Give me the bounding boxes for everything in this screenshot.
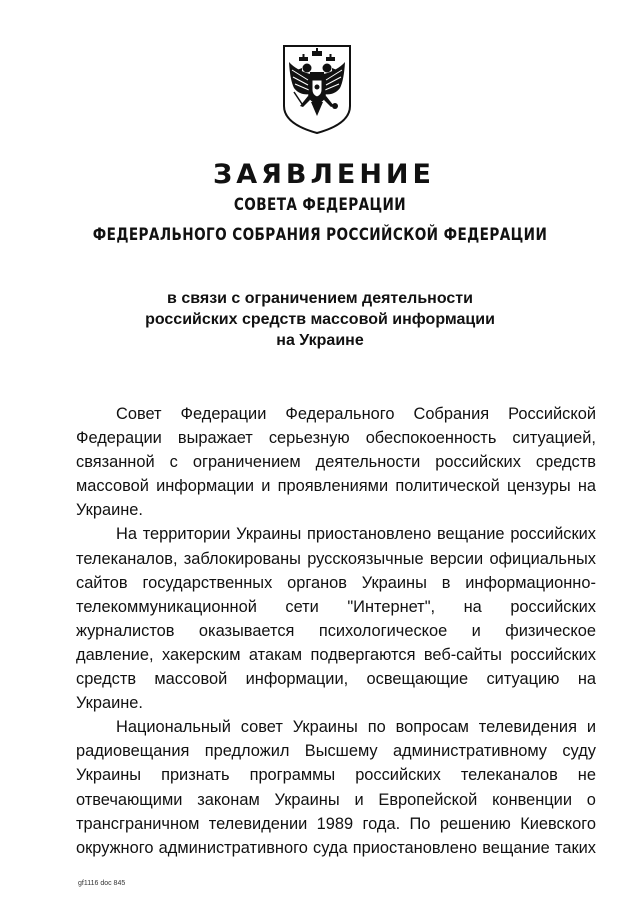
word: телеканалов bbox=[460, 766, 558, 785]
word: трансграничном bbox=[76, 814, 200, 833]
word: ситуацию bbox=[486, 670, 560, 689]
word: программы bbox=[249, 766, 336, 785]
word: психологическое bbox=[318, 621, 448, 640]
word: вопросам bbox=[395, 718, 469, 737]
word: информации, bbox=[245, 670, 349, 689]
word: Федерации bbox=[76, 429, 162, 448]
word: на bbox=[577, 477, 596, 496]
word: подвергаются bbox=[310, 645, 416, 664]
body-line bbox=[76, 715, 596, 739]
word: телевидения bbox=[478, 718, 577, 737]
body-line bbox=[76, 498, 596, 522]
word: телекоммуникационной bbox=[76, 597, 257, 616]
word: массовой bbox=[76, 477, 149, 496]
word: государственных bbox=[142, 573, 273, 592]
word: Высшему bbox=[304, 742, 378, 761]
word: Украины bbox=[236, 525, 302, 544]
word: версии bbox=[429, 549, 484, 568]
word: официальных bbox=[489, 549, 596, 568]
document-subtitle-line-2: ФЕДЕРАЛЬНОГО СОБРАНИЯ РОССИЙСКОЙ ФЕДЕРАЦИИ bbox=[92, 225, 548, 245]
word: журналистов bbox=[76, 621, 175, 640]
word: обеспокоенность bbox=[365, 429, 497, 448]
coat-of-arms-emblem bbox=[280, 40, 354, 136]
word: вещание bbox=[436, 525, 505, 544]
word: Федерации bbox=[180, 405, 267, 423]
word: информации bbox=[156, 477, 255, 496]
word: таких bbox=[555, 838, 596, 857]
word: выражает bbox=[177, 429, 253, 448]
subject-line: российских средств массовой информации bbox=[145, 311, 495, 328]
body-line bbox=[76, 522, 596, 546]
body-line bbox=[76, 547, 596, 571]
word: ограничением bbox=[192, 453, 301, 472]
word: Украины bbox=[274, 790, 340, 809]
body-line bbox=[76, 739, 596, 763]
word: средств bbox=[535, 453, 596, 472]
word: года. bbox=[362, 814, 401, 833]
word: на bbox=[577, 670, 596, 689]
word: законам bbox=[197, 790, 260, 809]
word: Федерального bbox=[285, 405, 395, 423]
word: Украины bbox=[292, 718, 358, 737]
body-line bbox=[76, 474, 596, 498]
body-line bbox=[76, 619, 596, 643]
word: по bbox=[367, 718, 386, 737]
word: отвечающими bbox=[76, 790, 183, 809]
word: сети bbox=[285, 597, 319, 616]
word: Украине. bbox=[76, 501, 143, 520]
document-subject bbox=[0, 288, 640, 351]
document-footer-reference: gf1116 doc 845 bbox=[78, 880, 126, 887]
word: на bbox=[463, 597, 482, 616]
word: о bbox=[586, 790, 596, 809]
word: Национальный bbox=[116, 718, 231, 737]
body-line bbox=[76, 426, 596, 450]
word: На bbox=[116, 525, 137, 544]
word: хакерским bbox=[161, 645, 241, 664]
word: российских bbox=[510, 645, 596, 664]
document-title: ЗАЯВЛЕНИЕ bbox=[213, 159, 435, 190]
body-line bbox=[76, 450, 596, 474]
word: решению bbox=[439, 814, 511, 833]
body-line bbox=[76, 812, 596, 836]
word: связанной bbox=[76, 453, 155, 472]
document-subtitle-line-1: СОВЕТА ФЕДЕРАЦИИ bbox=[233, 195, 407, 215]
body-line bbox=[76, 667, 596, 691]
word: органов bbox=[287, 573, 347, 592]
word: телевидении bbox=[208, 814, 308, 833]
word: массовой bbox=[154, 670, 228, 689]
word: деятельности bbox=[315, 453, 421, 472]
word: предложил bbox=[204, 742, 290, 761]
word: с bbox=[169, 453, 178, 472]
word: 1989 bbox=[316, 814, 354, 833]
word: вещание bbox=[482, 838, 550, 857]
word: Российской bbox=[508, 405, 596, 423]
word: административному bbox=[392, 742, 548, 761]
word: веб-сайты bbox=[423, 645, 502, 664]
body-line bbox=[76, 402, 596, 426]
word: политической bbox=[395, 477, 500, 496]
word: приостановлено bbox=[352, 838, 478, 857]
word: и bbox=[354, 790, 364, 809]
word: окружного bbox=[76, 838, 154, 857]
word: Собрания bbox=[413, 405, 490, 423]
word: средств bbox=[76, 670, 137, 689]
word: суду bbox=[562, 742, 596, 761]
body-line bbox=[76, 691, 596, 715]
word: Украине. bbox=[76, 694, 143, 713]
word: сайтов bbox=[76, 573, 128, 592]
word: физическое bbox=[505, 621, 596, 640]
word: Украины bbox=[76, 766, 142, 785]
word: в bbox=[441, 573, 451, 592]
word: конвенции bbox=[492, 790, 572, 809]
word: По bbox=[409, 814, 431, 833]
word: совет bbox=[240, 718, 283, 737]
word: ситуацией, bbox=[512, 429, 596, 448]
word: российских bbox=[435, 453, 521, 472]
word: не bbox=[577, 766, 596, 785]
body-line bbox=[76, 595, 596, 619]
document-body bbox=[76, 402, 596, 860]
word: атакам bbox=[248, 645, 303, 664]
word: телеканалов, bbox=[76, 549, 178, 568]
word: признать bbox=[161, 766, 230, 785]
word: серьезную bbox=[268, 429, 350, 448]
subject-line: на Украине bbox=[276, 332, 364, 349]
word: российских bbox=[510, 525, 596, 544]
word: давление, bbox=[76, 645, 154, 664]
word: освещающие bbox=[366, 670, 469, 689]
body-line bbox=[76, 836, 596, 860]
word: российских bbox=[355, 766, 441, 785]
word: административного bbox=[158, 838, 308, 857]
word: оказывается bbox=[198, 621, 295, 640]
subject-line: в связи с ограничением деятельности bbox=[167, 290, 473, 307]
word: цензуры bbox=[507, 477, 571, 496]
word: и bbox=[471, 621, 481, 640]
body-line bbox=[76, 763, 596, 787]
word: Киевского bbox=[520, 814, 596, 833]
word: и bbox=[586, 718, 596, 737]
body-line bbox=[76, 643, 596, 667]
word: заблокированы bbox=[183, 549, 301, 568]
word: русскоязычные bbox=[307, 549, 424, 568]
body-line bbox=[76, 788, 596, 812]
word: приостановлено bbox=[306, 525, 432, 544]
word: суда bbox=[313, 838, 348, 857]
word: Совет bbox=[116, 405, 162, 423]
word: Европейской bbox=[378, 790, 478, 809]
word: радиовещания bbox=[76, 742, 190, 761]
word: "Интернет", bbox=[347, 597, 436, 616]
word: информационно- bbox=[465, 573, 596, 592]
word: и bbox=[261, 477, 271, 496]
word: территории bbox=[142, 525, 231, 544]
word: Украины bbox=[361, 573, 427, 592]
word: российских bbox=[510, 597, 596, 616]
word: проявлениями bbox=[277, 477, 389, 496]
body-line bbox=[76, 571, 596, 595]
